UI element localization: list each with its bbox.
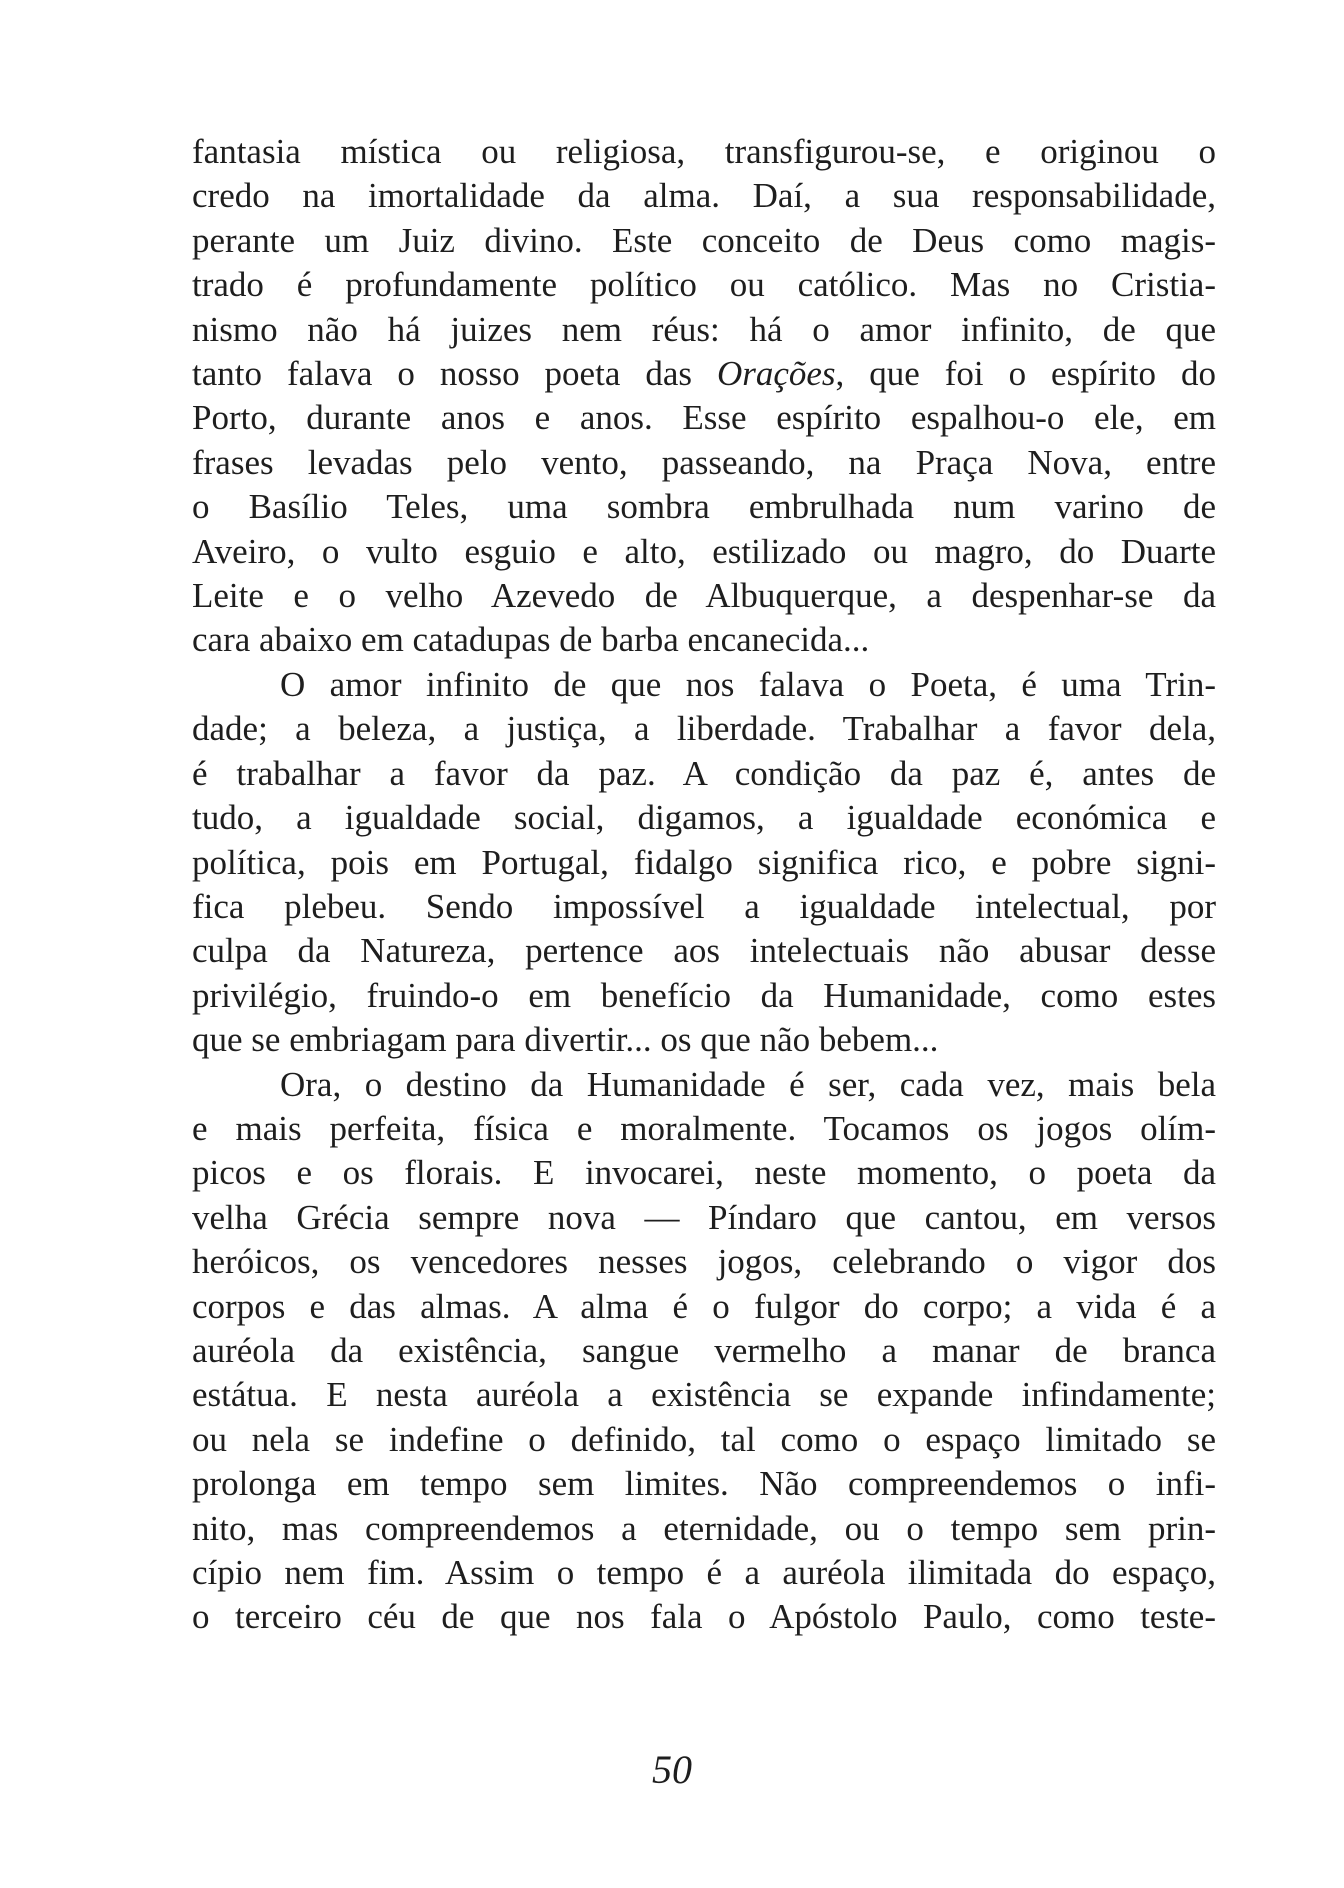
text-line: corpos e das almas. A alma é o fulgor do corpo; a vida é a bbox=[192, 1286, 1216, 1326]
body-text bbox=[192, 130, 1216, 1640]
text-line: picos e os florais. E invocarei, neste momento, o poeta da bbox=[192, 1153, 1216, 1193]
text-line: é trabalhar a favor da paz. A condição da paz é, antes de bbox=[192, 753, 1216, 793]
text-line: heróicos, os vencedores nesses jogos, celebrando o vigor dos bbox=[192, 1242, 1216, 1282]
text-line: Ora, o destino da Humanidade é ser, cada vez, mais bela bbox=[280, 1064, 1216, 1104]
text-line: política, pois em Portugal, fidalgo significa rico, e pobre signi- bbox=[192, 842, 1216, 882]
paragraph bbox=[192, 1063, 1216, 1640]
text-line: credo na imortalidade da alma. Daí, a sua responsabilidade, bbox=[192, 176, 1216, 216]
book-title-italic: Orações bbox=[716, 354, 836, 394]
text-line: Leite e o velho Azevedo de Albuquerque, a despenhar-se da bbox=[192, 576, 1216, 616]
text-line: frases levadas pelo vento, passeando, na Praça Nova, entre bbox=[192, 442, 1216, 482]
text-line: dade; a beleza, a justiça, a liberdade. Trabalhar a favor dela, bbox=[192, 709, 1216, 749]
text-line: culpa da Natureza, pertence aos intelectuais não abusar desse bbox=[192, 931, 1216, 971]
text-line: cara abaixo em catadupas de barba encanecida... bbox=[192, 620, 870, 660]
paragraph bbox=[192, 663, 1216, 1063]
text-line: ou nela se indefine o definido, tal como o espaço limitado se bbox=[192, 1419, 1216, 1459]
text-line: auréola da existência, sangue vermelho a manar de branca bbox=[192, 1330, 1216, 1370]
text-line: Aveiro, o vulto esguio e alto, estilizado ou magro, do Duarte bbox=[192, 531, 1216, 571]
text-line: fica plebeu. Sendo impossível a igualdade intelectual, por bbox=[192, 886, 1216, 926]
text-line: Porto, durante anos e anos. Esse espírito espalhou-o ele, em bbox=[192, 398, 1216, 438]
page-number: 50 bbox=[652, 1747, 692, 1792]
text-line: cípio nem fim. Assim o tempo é a auréola ilimitada do espaço, bbox=[192, 1553, 1216, 1592]
text-line: perante um Juiz divino. Este conceito de Deus como magis- bbox=[192, 220, 1216, 260]
text-line: privilégio, fruindo-o em benefício da Humanidade, como estes bbox=[192, 975, 1216, 1015]
text-line: O amor infinito de que nos falava o Poeta, é uma Trin- bbox=[280, 664, 1216, 704]
text-line: prolonga em tempo sem limites. Não compreendemos o infi- bbox=[192, 1464, 1216, 1504]
text-line: trado é profundamente político ou católico. Mas no Cristia- bbox=[192, 265, 1216, 305]
text-line: nito, mas compreendemos a eternidade, ou o tempo sem prin- bbox=[192, 1508, 1216, 1548]
text-line: o terceiro céu de que nos fala o Apóstolo Paulo, como teste- bbox=[192, 1597, 1216, 1637]
paragraph bbox=[192, 130, 1216, 663]
text-line: tudo, a igualdade social, digamos, a igualdade económica e bbox=[192, 798, 1216, 838]
text-line: e mais perfeita, física e moralmente. Tocamos os jogos olím- bbox=[192, 1108, 1216, 1148]
text-line: o Basílio Teles, uma sombra embrulhada num varino de bbox=[192, 487, 1216, 527]
text-line: velha Grécia sempre nova — Píndaro que cantou, em versos bbox=[192, 1197, 1216, 1237]
text-line: tanto falava o nosso poeta das Orações, que foi o espírito do bbox=[192, 354, 1216, 394]
text-line: fantasia mística ou religiosa, transfigurou-se, e originou o bbox=[192, 132, 1216, 171]
text-line: estátua. E nesta auréola a existência se expande infindamente; bbox=[192, 1375, 1216, 1415]
text-line: nismo não há juizes nem réus: há o amor infinito, de que bbox=[192, 309, 1216, 349]
text-line: que se embriagam para divertir... os que não bebem... bbox=[192, 1020, 939, 1060]
